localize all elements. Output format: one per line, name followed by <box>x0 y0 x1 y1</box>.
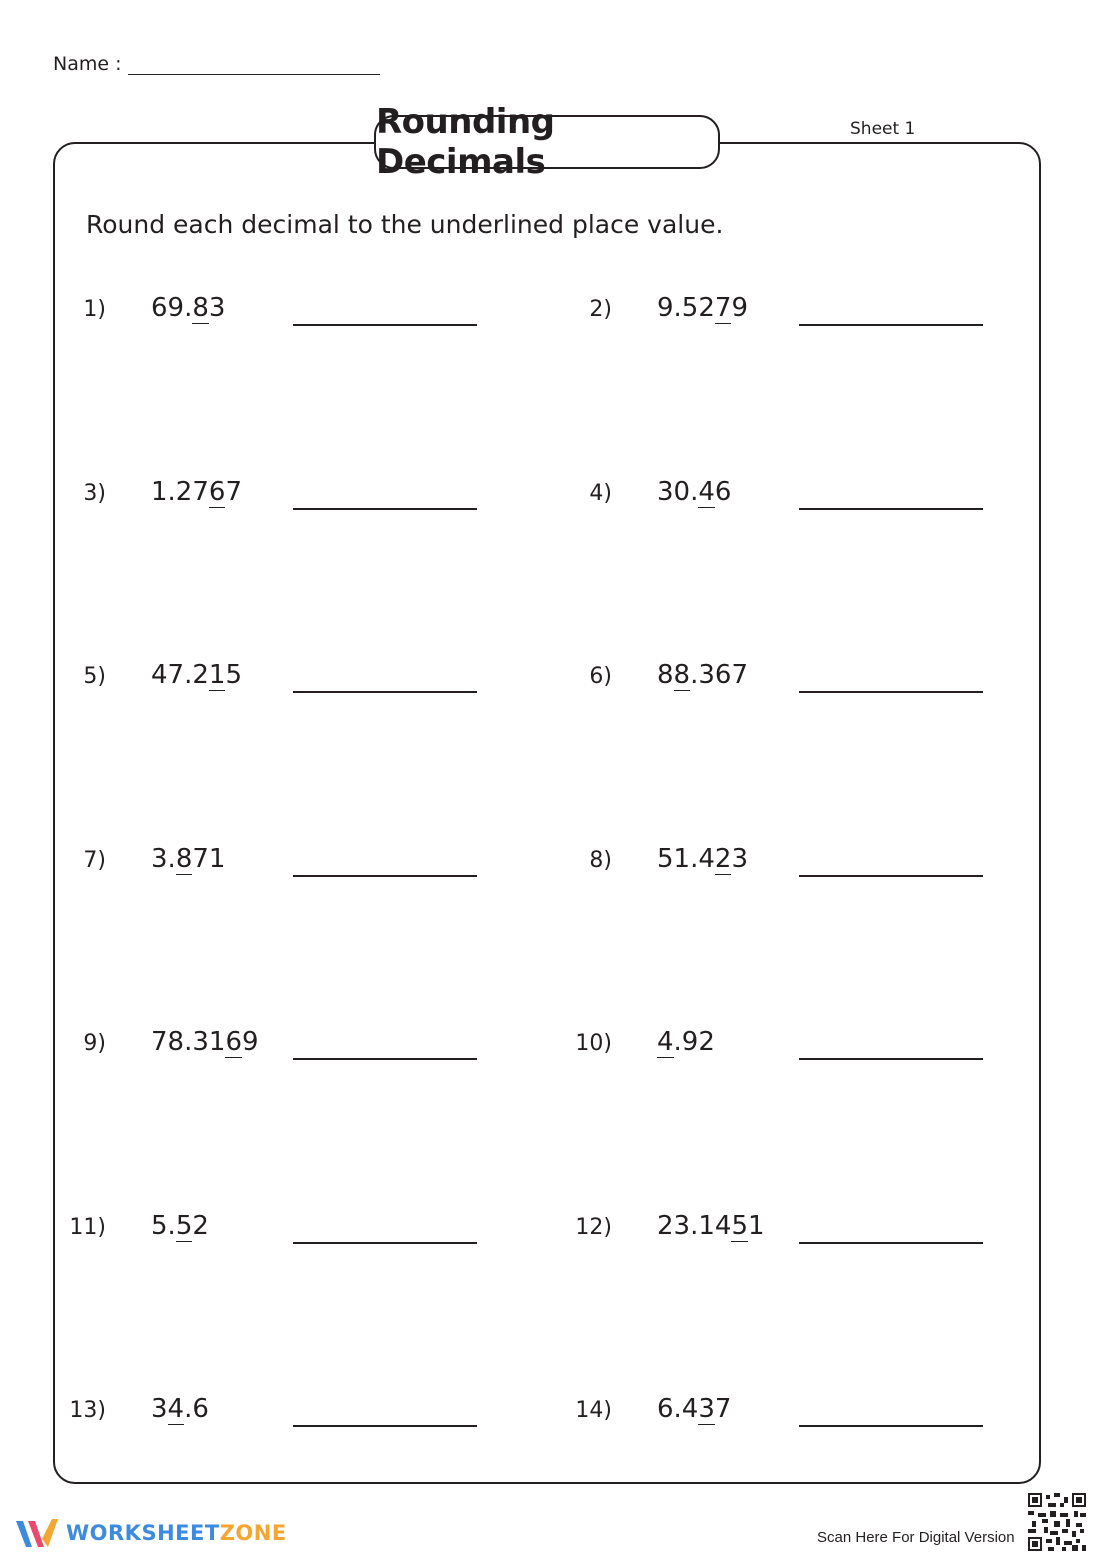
problem-number: 12) <box>575 1214 612 1240</box>
decimal-before: 6.4 <box>657 1394 699 1424</box>
problem-item <box>560 844 1000 884</box>
answer-line[interactable] <box>293 875 477 877</box>
qr-code-icon[interactable] <box>1028 1493 1086 1551</box>
problem-number: 3) <box>83 480 106 506</box>
decimal-underlined-digit: 8 <box>192 293 209 323</box>
answer-line[interactable] <box>799 1058 983 1060</box>
brand-name: WORKSHEETZONE <box>66 1521 287 1545</box>
instructions: Round each decimal to the underlined place value. <box>86 210 724 239</box>
decimal-underlined-digit: 2 <box>714 843 732 874</box>
worksheet-title: Rounding Decimals <box>374 115 720 169</box>
decimal-after: 3 <box>731 843 748 874</box>
problem-decimal <box>657 844 748 874</box>
problem-decimal <box>151 660 242 690</box>
name-label: Name : <box>53 53 122 75</box>
problem-decimal <box>151 477 242 507</box>
answer-line[interactable] <box>799 1242 983 1244</box>
answer-line[interactable] <box>799 875 983 877</box>
problem-number: 8) <box>589 847 612 873</box>
problem-decimal <box>151 293 225 323</box>
decimal-after: 71 <box>192 843 226 874</box>
problem-number: 11) <box>69 1214 106 1240</box>
problem-item <box>54 660 494 700</box>
problem-number: 7) <box>83 847 106 873</box>
decimal-after: .92 <box>673 1027 715 1057</box>
problem-item <box>54 1394 494 1434</box>
decimal-before: 69. <box>151 293 193 323</box>
problem-item <box>54 844 494 884</box>
decimal-after: 1 <box>747 1210 765 1241</box>
problem-number: 5) <box>83 664 106 689</box>
problem-item <box>560 1211 1000 1251</box>
answer-line[interactable] <box>799 1425 983 1427</box>
decimal-after: 3 <box>208 293 226 323</box>
answer-line[interactable] <box>799 508 983 510</box>
problem-number: 9) <box>83 1031 106 1056</box>
decimal-after: 6 <box>714 476 732 507</box>
decimal-underlined-digit: 4 <box>657 1027 674 1057</box>
problem-decimal <box>657 1211 765 1241</box>
problem-decimal <box>657 660 748 690</box>
problem-decimal <box>657 1027 715 1057</box>
problem-number: 2) <box>589 297 612 322</box>
sheet-label: Sheet 1 <box>850 119 916 139</box>
name-row <box>53 52 380 75</box>
answer-line[interactable] <box>293 324 477 326</box>
problem-number: 4) <box>589 480 612 506</box>
decimal-before: 51.4 <box>657 843 715 874</box>
decimal-after: 9 <box>241 1027 259 1057</box>
decimal-underlined-digit: 8 <box>175 843 193 874</box>
decimal-after: .6 <box>184 1394 209 1424</box>
decimal-underlined-digit: 6 <box>225 1027 242 1057</box>
problem-item <box>560 660 1000 700</box>
problem-item <box>560 1394 1000 1434</box>
decimal-underlined-digit: 5 <box>175 1210 193 1241</box>
decimal-before: 9.52 <box>657 293 715 323</box>
decimal-after: 2 <box>192 1210 209 1241</box>
decimal-underlined-digit: 6 <box>208 476 226 507</box>
problem-decimal <box>657 1394 731 1424</box>
worksheetzone-logo-icon <box>14 1515 60 1551</box>
decimal-underlined-digit: 5 <box>731 1210 748 1241</box>
problem-number: 14) <box>575 1398 612 1423</box>
answer-line[interactable] <box>293 691 477 693</box>
answer-line[interactable] <box>293 1242 477 1244</box>
problem-decimal <box>657 293 748 323</box>
answer-line[interactable] <box>799 691 983 693</box>
problem-number: 13) <box>69 1398 106 1423</box>
problem-item <box>54 1211 494 1251</box>
decimal-underlined-digit: 3 <box>698 1394 715 1424</box>
decimal-underlined-digit: 1 <box>208 660 226 690</box>
decimal-before: 30. <box>657 476 699 507</box>
name-field-line[interactable] <box>128 52 380 75</box>
problem-decimal <box>151 1027 259 1057</box>
decimal-before: 5. <box>151 1210 176 1241</box>
decimal-before: 3 <box>151 1394 168 1424</box>
answer-line[interactable] <box>293 508 477 510</box>
problem-item <box>560 1027 1000 1067</box>
worksheet-frame <box>53 142 1041 1484</box>
decimal-before: 8 <box>657 660 674 690</box>
decimal-after: 5 <box>225 660 242 690</box>
decimal-before: 78.31 <box>151 1027 226 1057</box>
problem-decimal <box>657 477 731 507</box>
decimal-before: 47.2 <box>151 660 209 690</box>
problem-decimal <box>151 1394 209 1424</box>
problem-decimal <box>151 844 225 874</box>
problem-item <box>560 293 1000 333</box>
problem-decimal <box>151 1211 209 1241</box>
brand-logo <box>14 1515 287 1551</box>
scan-text: Scan Here For Digital Version <box>817 1529 1015 1546</box>
decimal-underlined-digit: 4 <box>698 476 715 507</box>
decimal-before: 3. <box>151 843 176 874</box>
problem-number: 10) <box>575 1031 612 1056</box>
answer-line[interactable] <box>293 1425 477 1427</box>
problem-number: 6) <box>589 664 612 689</box>
decimal-underlined-digit: 8 <box>673 660 691 690</box>
decimal-underlined-digit: 7 <box>714 293 732 323</box>
answer-line[interactable] <box>293 1058 477 1060</box>
decimal-underlined-digit: 4 <box>167 1394 185 1424</box>
decimal-before: 23.14 <box>657 1210 732 1241</box>
decimal-before: 1.27 <box>151 476 209 507</box>
problem-item <box>54 293 494 333</box>
problem-item <box>54 477 494 517</box>
problem-item <box>54 1027 494 1067</box>
decimal-after: 9 <box>731 293 748 323</box>
decimal-after: 7 <box>225 476 242 507</box>
decimal-after: 7 <box>714 1394 732 1424</box>
problem-item <box>560 477 1000 517</box>
decimal-after: .367 <box>690 660 748 690</box>
problem-number: 1) <box>83 297 106 322</box>
answer-line[interactable] <box>799 324 983 326</box>
